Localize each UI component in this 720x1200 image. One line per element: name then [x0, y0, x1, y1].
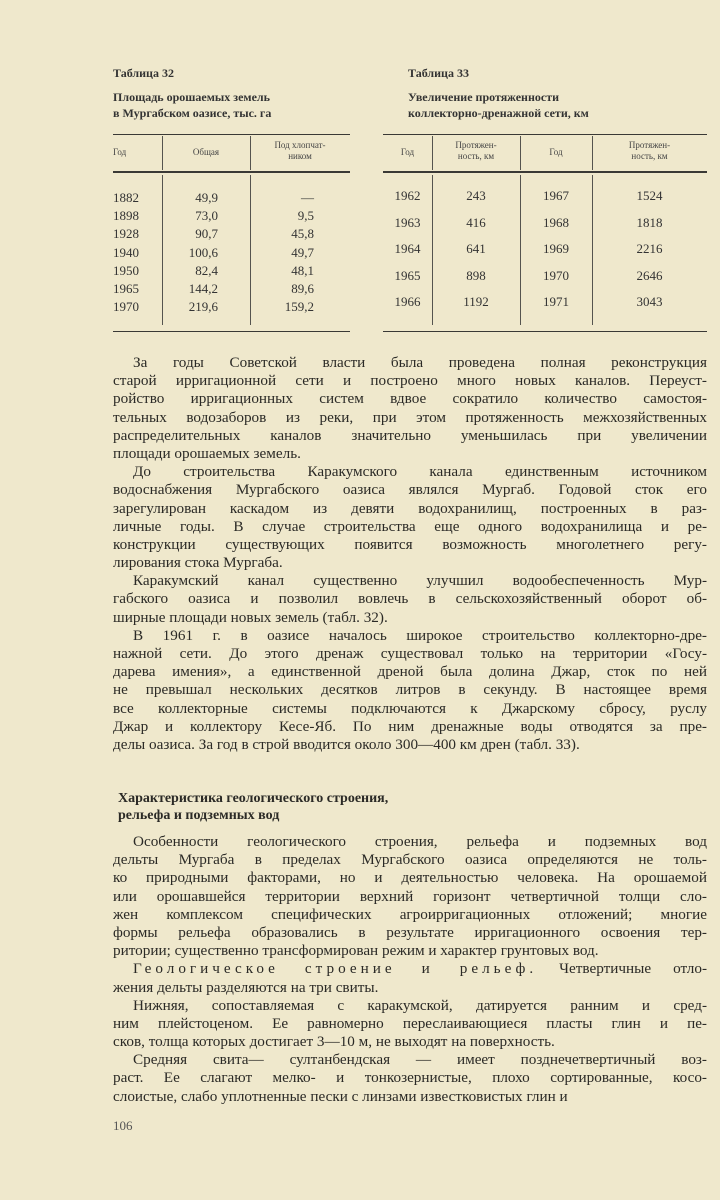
text-line: В 1961 г. в оазисе началось широкое строительство коллекторно-дре- [133, 626, 707, 644]
table-header: Протяжен- ность, км [455, 140, 497, 161]
section-heading-line: Характеристика геологического строения, [118, 791, 389, 806]
table-rule [113, 331, 350, 332]
text-line: делы оазиса. За год в строй вводится около 300—400 км дрен (табл. 33). [113, 735, 580, 753]
table-rule [113, 171, 350, 173]
table-cell: 2646 [636, 267, 663, 283]
table-header: Протяжен- ность, км [628, 140, 671, 161]
body-text-block-1 [113, 354, 707, 754]
table32-label: Таблица 32 [113, 66, 174, 80]
table-rule [383, 171, 707, 173]
table-cell: 49,7 [291, 244, 314, 260]
table-cell: 1966 [394, 294, 421, 309]
text-line: не превышал нескольких десятков литров в секунду. В настоящее время [113, 681, 707, 699]
table-rule [383, 134, 707, 135]
table-cell: 1192 [463, 294, 489, 309]
spaced-term: Геологическое строение и рельеф. [133, 960, 538, 978]
table-cell: 898 [466, 267, 486, 283]
text-line: все коллекторные системы подключаются к Джарскому сбросу, руслу [113, 699, 707, 717]
text-line: ко природными факторами, но и деятельностью человека. На орошаемой [113, 869, 707, 887]
table33-title [408, 89, 589, 121]
text-run: Четвертичные отло- [537, 960, 707, 978]
table-cell: 73,0 [195, 208, 218, 224]
text-line: жения дельты разделяются на три свиты. [113, 978, 379, 996]
text-line: или орошавшейся территории верхний горизонт четвертичной толщи сло- [113, 887, 707, 905]
section-heading-line: рельефа и подземных вод [118, 808, 280, 823]
text-line: личные годы. В случае строительства еще одного водохранилища и ре- [113, 517, 707, 535]
text-line: За годы Советской власти была проведена полная реконструкция [133, 354, 707, 371]
table-cell: 243 [466, 188, 486, 203]
table32-title-line: Площадь орошаемых земель [113, 90, 271, 104]
table-cell: 1965 [394, 267, 421, 283]
text-line: До строительства Каракумского канала единственным источником [133, 463, 707, 481]
table-cell: 49,9 [195, 190, 218, 205]
table-header: Общая [192, 147, 220, 157]
text-line: старой ирригационной сети и построено много новых каналов. Переуст- [113, 372, 707, 390]
table-cell: — [301, 190, 314, 205]
table-header: Под хлопчат- ником [274, 140, 326, 161]
table-cell: 48,1 [291, 262, 314, 278]
table-cell: 82,4 [195, 262, 218, 278]
text-line: габского оазиса и позволил вовлечь в сельскохозяйственный оборот об- [113, 590, 707, 608]
table-cell: 2216 [636, 241, 663, 256]
text-line: ройство ирригационных систем вдвое сократило количество самостоя- [113, 390, 707, 408]
text-line: тельных водозаборов из реки, при этом протяженность межхозяйственных [113, 408, 707, 426]
text-line: нажной сети. До этого дренаж существовал только на территории «Госу- [113, 645, 707, 662]
table-cell: 1962 [394, 188, 421, 203]
text-line: дарева имения», а единственной дреной была долина Джар, сток по ней [113, 663, 707, 681]
text-line: конструкции существующих появится возможность многолетнего регу- [113, 535, 707, 553]
text-line: жен комплексом специфических агроирригационных отложений; многие [113, 905, 707, 923]
table33-title-line: Увеличение протяженности [408, 90, 560, 104]
table-cell: 90,7 [195, 226, 218, 242]
table-cell: 89,6 [291, 281, 314, 296]
text-line: слоистые, слабо уплотненные пески с линзами известковистых глин и [113, 1087, 568, 1105]
table-header: Год [549, 147, 563, 157]
text-line: зарегулирован каскадом из девяти водохранилищ, построенных в раз- [113, 499, 707, 517]
text-line: ширные площади новых земель (табл. 32). [113, 608, 388, 626]
table-cell: 9,5 [297, 208, 314, 224]
table-cell: 641 [466, 241, 486, 256]
page-number: 106 [113, 1118, 133, 1133]
table-cell: 1928 [113, 226, 139, 242]
table-cell: 3043 [636, 294, 663, 309]
text-line: лирования стока Мургаба. [113, 554, 283, 572]
text-line: Джар и коллектору Кесе-Яб. По ним дренажные воды отводятся за пре- [113, 717, 707, 735]
text-line: Каракумский канал существенно улучшил водообеспеченность Мур- [133, 572, 707, 590]
table-cell: 1963 [394, 214, 421, 230]
table-cell: 1970 [113, 299, 139, 315]
table33-title-line: коллекторно-дренажной сети, км [408, 106, 589, 120]
text-line: ним плейстоценом. Ее равномерно переслаивающиеся пласты глин и пе- [113, 1014, 707, 1032]
table-header: Год [113, 147, 127, 157]
table-cell: 1898 [113, 208, 139, 224]
text-line: распределительных каналов значительно уменьшилась при увеличении [113, 426, 707, 444]
text-line: раст. Ее слагают мелко- и тонкозернистые, плохо сортированные, косо- [113, 1069, 707, 1087]
text-line: дельты Мургаба в пределах Мургабского оазиса определяются не толь- [113, 851, 707, 869]
text-line: сков, толща которых достигает 3—10 м, не выходят на поверхность. [113, 1033, 555, 1051]
table-cell: 1818 [636, 214, 663, 230]
table-cell: 1940 [113, 244, 139, 260]
table-cell: 1964 [394, 241, 421, 256]
text-line: ритории; существенно трансформирован режим и характер грунтовых вод. [113, 942, 599, 960]
table-cell: 144,2 [188, 281, 218, 296]
table-header: Год [400, 147, 415, 157]
table-cell: 1950 [113, 262, 139, 278]
table-cell: 416 [466, 214, 486, 230]
table-cell: 1968 [543, 214, 569, 230]
table-cell: 1969 [543, 241, 569, 256]
section-heading [118, 790, 388, 824]
table-cell: 1967 [543, 188, 569, 203]
table-cell: 1970 [543, 267, 569, 283]
table-cell: 45,8 [291, 226, 314, 242]
table-cell: 159,2 [284, 299, 314, 315]
text-line: площади орошаемых земель. [113, 444, 301, 462]
table-cell: 1965 [113, 281, 139, 296]
text-line: Средняя свита— султанбендская — имеет позднечетвертичный воз- [133, 1051, 707, 1069]
table32-title [113, 89, 271, 121]
table-rule [383, 331, 707, 332]
text-line [113, 960, 707, 978]
table-cell: 1882 [113, 190, 139, 205]
text-line: Особенности геологического строения, рельефа и подземных вод [133, 833, 707, 850]
table-rule [113, 134, 350, 135]
table-cell: 1971 [543, 294, 569, 309]
table-cell: 100,6 [188, 244, 218, 260]
table32-title-line: в Мургабском оазисе, тыс. га [113, 106, 272, 120]
text-line: формы рельефа образовались в результате ирригационного освоения тер- [113, 923, 707, 941]
table33-label: Таблица 33 [408, 66, 469, 80]
table-cell: 1524 [636, 188, 663, 203]
text-line: водоснабжения Мургабского оазиса являлся Мургаб. Годовой сток его [113, 481, 707, 499]
body-text-block-2 [113, 833, 707, 1106]
text-line: Нижняя, сопоставляемая с каракумской, датируется ранним и сред- [133, 996, 707, 1014]
table-cell: 219,6 [188, 299, 218, 315]
